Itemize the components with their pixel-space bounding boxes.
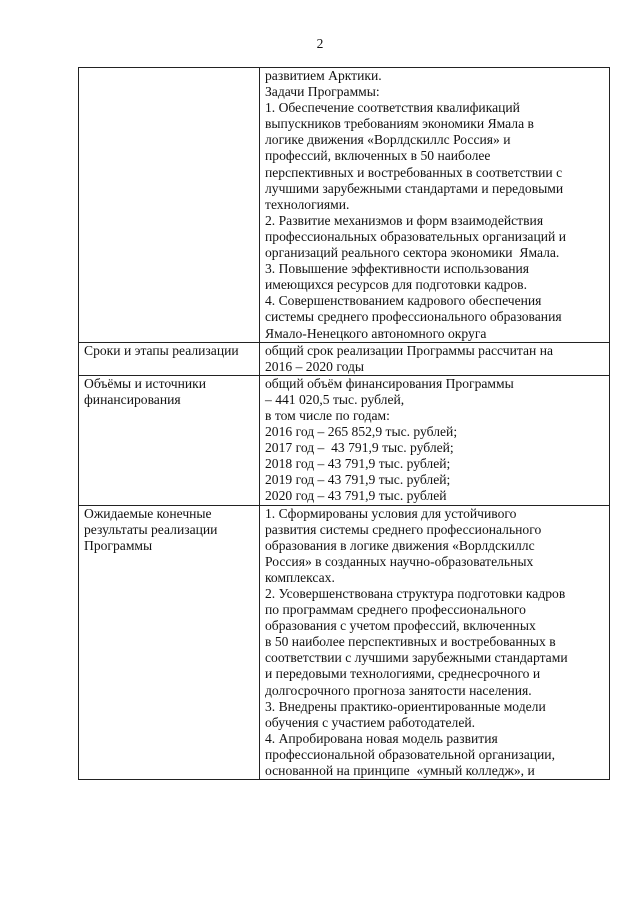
row-content-line: 2017 год – 43 791,9 тыс. рублей; xyxy=(265,440,454,456)
row-content-line: 1. Обеспечение соответствия квалификаций xyxy=(265,100,520,116)
row-content-line: в том числе по годам: xyxy=(265,407,390,423)
row-content-line: развития системы среднего профессионального xyxy=(265,521,542,537)
row-content-line: развитием Арктики. xyxy=(265,68,382,83)
program-passport-table xyxy=(78,67,610,780)
table-body xyxy=(79,68,610,780)
row-content-line: 2. Усовершенствована структура подготовки кадров xyxy=(265,586,566,601)
row-content-cell xyxy=(260,68,610,343)
row-content-line: образования с учетом профессий, включенных xyxy=(265,618,536,634)
row-content-line: технологиями. xyxy=(265,196,350,212)
row-content-line: профессий, включенных в 50 наиболее xyxy=(265,148,491,164)
row-label-cell xyxy=(79,375,260,505)
row-label-line: финансирования xyxy=(84,391,181,407)
table-row xyxy=(79,68,610,343)
row-content-cell xyxy=(260,342,610,375)
row-content-line: по программам среднего профессионального xyxy=(265,602,526,618)
row-content-line: 2016 – 2020 годы xyxy=(265,358,365,374)
row-content-line: логике движения «Ворлдскиллс Россия» и xyxy=(265,132,511,148)
row-content-line: общий срок реализации Программы рассчитан на xyxy=(265,342,554,358)
row-content-line: 4. Апробирована новая модель развития xyxy=(265,730,498,746)
row-label-line: Объёмы и источники xyxy=(84,375,207,391)
row-content-line: профессиональной образовательной организации, xyxy=(265,746,555,762)
table-row xyxy=(79,375,610,505)
row-content-line: 2. Развитие механизмов и форм взаимодействия xyxy=(265,212,544,228)
row-label-line: результаты реализации xyxy=(84,521,218,537)
row-content-line: и передовыми технологиями, среднесрочного и xyxy=(265,666,541,682)
row-content-line: 2016 год – 265 852,9 тыс. рублей; xyxy=(265,424,458,440)
row-content-line: 4. Совершенствованием кадрового обеспечения xyxy=(265,293,542,309)
row-label-cell xyxy=(79,68,260,343)
row-content-line: долгосрочного прогноза занятости населения. xyxy=(265,682,532,698)
row-content-line: 2018 год – 43 791,9 тыс. рублей; xyxy=(265,456,451,472)
row-label-line: Программы xyxy=(84,537,153,553)
row-label-cell xyxy=(79,505,260,780)
row-content-line: соответствии с лучшими зарубежными стандартами xyxy=(265,650,568,666)
row-content-line: 2019 год – 43 791,9 тыс. рублей; xyxy=(265,472,451,488)
row-content-line: – 441 020,5 тыс. рублей, xyxy=(265,391,405,407)
row-content-line: в 50 наиболее перспективных и востребованных в xyxy=(265,634,556,650)
row-content-line: выпускников требованиям экономики Ямала в xyxy=(265,116,534,132)
row-content-line: перспективных и востребованных в соответствии с xyxy=(265,164,563,180)
row-content-line: комплексах. xyxy=(265,569,335,585)
row-label-line: Сроки и этапы реализации xyxy=(84,342,239,358)
row-content-line: системы среднего профессионального образования xyxy=(265,309,562,325)
row-content-line: образования в логике движения «Ворлдскиллс xyxy=(265,537,535,553)
row-content-line: общий объём финансирования Программы xyxy=(265,375,514,391)
row-content-line: 1. Сформированы условия для устойчивого xyxy=(265,505,517,521)
row-content-line: 3. Повышение эффективности использования xyxy=(265,261,530,277)
row-label-cell xyxy=(79,342,260,375)
page-number: 2 xyxy=(316,36,324,51)
row-content-line: Задачи Программы: xyxy=(265,84,380,100)
row-content-line: Россия» в созданных научно-образовательных xyxy=(265,553,534,569)
row-content-line: профессиональных образовательных организаций и xyxy=(265,228,566,244)
row-content-line: организаций реального сектора экономики Ямала. xyxy=(265,245,560,261)
row-content-line: лучшими зарубежными стандартами и передовыми xyxy=(265,180,564,196)
row-label-line: Ожидаемые конечные xyxy=(84,505,212,521)
table-row xyxy=(79,505,610,780)
row-content-line: Ямало-Ненецкого автономного округа xyxy=(265,325,487,341)
row-content-line: основанной на принципе «умный колледж», и xyxy=(265,763,535,779)
row-content-line: 2020 год – 43 791,9 тыс. рублей xyxy=(265,488,447,504)
row-content-cell xyxy=(260,375,610,505)
row-content-line: обучения с участием работодателей. xyxy=(265,714,476,730)
row-content-line: имеющихся ресурсов для подготовки кадров. xyxy=(265,277,527,293)
row-content-cell xyxy=(260,505,610,780)
table-row xyxy=(79,342,610,375)
row-content-line: 3. Внедрены практико-ориентированные модели xyxy=(265,698,546,714)
